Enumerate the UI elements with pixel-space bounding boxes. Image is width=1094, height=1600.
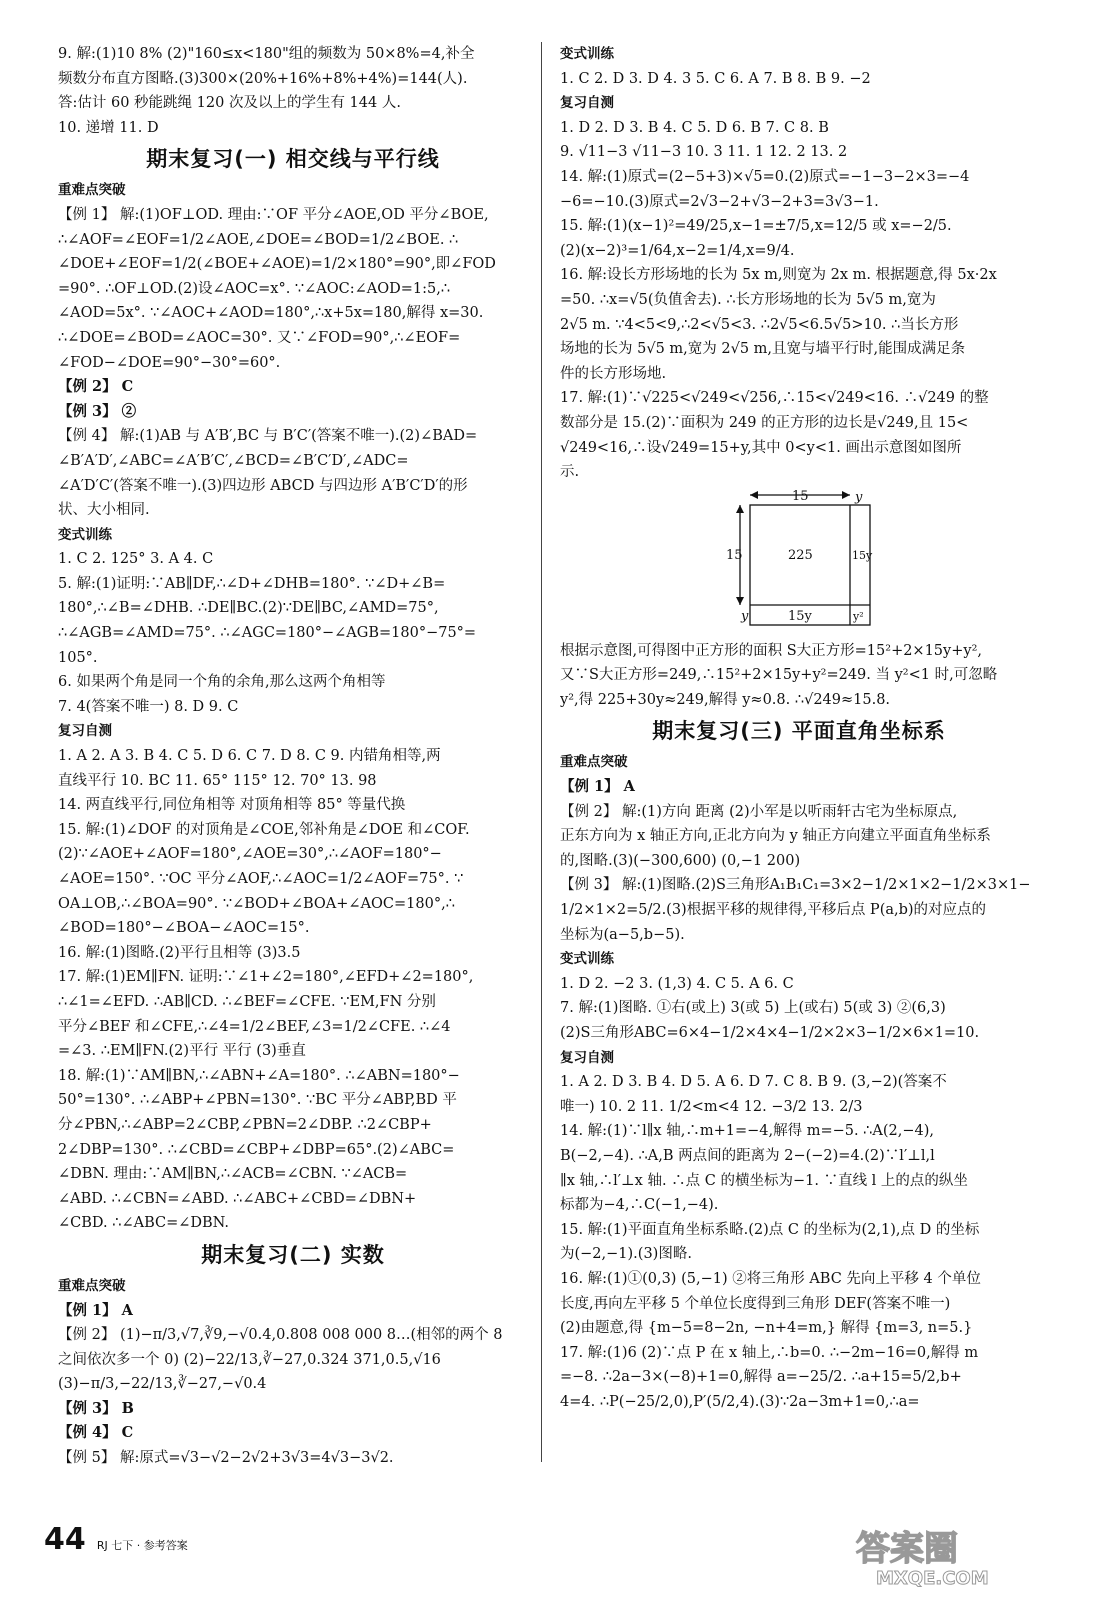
text-line: ∠B′A′D′,∠ABC=∠A′B′C′,∠BCD=∠B′C′D′,∠ADC= — [58, 452, 409, 469]
text-line: 又∵S大正方形=249,∴15²+2×15y+y²=249. 当 y²<1 时,可忽略 — [560, 667, 998, 684]
section-title-review-1: 期末复习(一) 相交线与平行线 — [146, 147, 440, 172]
subheading-self-test: 复习自测 — [560, 1049, 614, 1066]
text-line: 1. D 2. −2 3. (1,3) 4. C 5. A 6. C — [560, 975, 794, 992]
text-line: 17. 解:(1)EM∥FN. 证明:∵∠1+∠2=180°,∠EFD+∠2=180°, — [58, 969, 474, 986]
examples-block — [58, 203, 528, 523]
text-line: 15. 解:(1)平面直角坐标系略.(2)点 C 的坐标为(2,1),点 D 的坐标 — [560, 1221, 980, 1238]
watermark-svg — [836, 1520, 1046, 1590]
text-line: ∴∠DOE=∠BOD=∠AOC=30°. 又∵∠FOD=90°,∴∠EOF= — [58, 329, 461, 346]
text-line: 9. 解:(1)10 8% (2)"160≤x<180"组的频数为 50×8%=4,补全 — [58, 46, 475, 62]
text-line: ∠AOE=150°. ∵OC 平分∠AOF,∴∠AOC=1/2∠AOF=75°. ∵ — [58, 871, 464, 887]
text-line: 件的长方形场地. — [560, 365, 667, 382]
text-line: ∠AOD=5x°. ∵∠AOC+∠AOD=180°,∴x+5x=180,解得 x=30. — [58, 305, 484, 322]
text-line: (2)由题意,得 {m−5=8−2n, −n+4=m,} 解得 {m=3, n=5.} — [560, 1320, 973, 1337]
text-line: 坐标为(a−5,b−5). — [560, 926, 685, 943]
text-line: 17. 解:(1)∵√225<√249<√256,∴15<√249<16. ∴√249 的整 — [560, 390, 989, 407]
section-title-review-2: 期末复习(二) 实数 — [201, 1242, 385, 1267]
text-line: 16. 解:(1)①(0,3) (5,−1) ②将三角形 ABC 先向上平移 4 个单位 — [560, 1270, 981, 1287]
text-line: 1. C 2. 125° 3. A 4. C — [58, 551, 214, 568]
text-line: =50. ∴x=√5(负值舍去). ∴长方形场地的长为 5√5 m,宽为 — [560, 291, 936, 308]
text-line: 15. 解:(1)∠DOF 的对顶角是∠COE,邻补角是∠DOE 和∠COF. — [58, 821, 470, 838]
text-line: 直线平行 10. BC 11. 65° 115° 12. 70° 13. 98 — [58, 772, 377, 789]
text-line: 【例 4】 解:(1)AB 与 A′B′,BC 与 B′C′(答案不唯一).(2)∠BAD= — [58, 428, 478, 445]
text-line: 1. C 2. D 3. D 4. 3 5. C 6. A 7. B 8. B 9. −2 — [560, 70, 871, 87]
text-line: (3)−π/3,−22/13,∛−27,−√0.4 — [58, 1376, 267, 1393]
right-column — [560, 42, 1038, 1415]
text-line: 7. 4(答案不唯一) 8. D 9. C — [58, 698, 239, 715]
text-line: 标都为−4,∴C(−1,−4). — [560, 1197, 719, 1214]
subheading-variant-training: 变式训练 — [58, 526, 112, 543]
big-square — [750, 505, 870, 625]
text-line: ∠DBN. 理由:∵AM∥BN,∴∠ACB=∠CBN. ∵∠ACB= — [58, 1166, 408, 1183]
page-footer — [44, 1522, 188, 1557]
label-corner-y2: y² — [853, 609, 864, 623]
self-test-block-2 — [560, 116, 1038, 485]
text-line: 2√5 m. ∵4<5<9,∴2<√5<3. ∴2√5<6.5√5>10. ∴当长方形 — [560, 316, 959, 333]
subheading-variant-training: 变式训练 — [560, 46, 614, 62]
text-line: 长度,再向左平移 5 个单位长度得到三角形 DEF(答案不唯一) — [560, 1295, 951, 1312]
subheading-key-points: 重难点突破 — [58, 182, 126, 199]
text-line: =90°. ∴OF⊥OD.(2)设∠AOC=x°. ∵∠AOC:∠AOD=1:5,∴ — [58, 280, 451, 297]
subheading-self-test: 复习自测 — [560, 95, 614, 112]
text-line: 180°,∴∠B=∠DHB. ∴DE∥BC.(2)∵DE∥BC,∠AMD=75°, — [58, 600, 439, 617]
text-line: 分∠PBN,∴∠ABP=2∠CBP,∠PBN=2∠DBP. ∴2∠CBP+ — [58, 1116, 432, 1133]
text-line: 唯一) 10. 2 11. 1/2<m<4 12. −3/2 13. 2/3 — [560, 1098, 863, 1115]
text-line: ∠ABD. ∴∠CBN=∠ABD. ∴∠ABC+∠CBD=∠DBN+ — [58, 1190, 417, 1207]
text-line: 【例 3】 B — [58, 1399, 134, 1417]
text-line: 4=4. ∴P(−25/2,0),P′(5/2,4).(3)∵2a−3m+1=0,∴a= — [560, 1393, 920, 1410]
text-line: 2∠DBP=130°. ∴∠CBD=∠CBP+∠DBP=65°.(2)∠ABC= — [58, 1141, 455, 1158]
text-line: 14. 两直线平行,同位角相等 对顶角相等 85° 等量代换 — [58, 797, 406, 814]
text-line: 14. 解:(1)∵l∥x 轴,∴m+1=−4,解得 m=−5. ∴A(2,−4), — [560, 1123, 935, 1140]
text-line: ∴∠AOF=∠EOF=1/2∠AOE,∠DOE=∠BOD=1/2∠BOE. ∴ — [58, 231, 459, 248]
text-line: B(−2,−4). ∴A,B 两点间的距离为 2−(−2)=4.(2)∵l′⊥l,l — [560, 1147, 935, 1164]
text-line: 50°=130°. ∴∠ABP+∠PBN=130°. ∵BC 平分∠ABP,BD 平 — [58, 1092, 457, 1109]
text-line: ∠BOD=180°−∠BOA−∠AOC=15°. — [58, 920, 310, 937]
watermark-logo — [836, 1520, 1046, 1590]
q9-10-block — [58, 42, 528, 140]
variant-block — [58, 547, 528, 719]
text-line: (2)S三角形ABC=6×4−1/2×4×4−1/2×2×3−1/2×6×1=10. — [560, 1025, 980, 1041]
square-diagram — [560, 487, 1038, 637]
label-top-15: 15 — [792, 488, 809, 504]
text-line: =∠3. ∴EM∥FN.(2)平行 平行 (3)垂直 — [58, 1043, 306, 1060]
text-line: 【例 1】 A — [560, 778, 635, 796]
text-line: 9. √11−3 √11−3 10. 3 11. 1 12. 2 13. 2 — [560, 144, 848, 161]
label-bottom-y: y — [741, 608, 749, 624]
text-line: y²,得 225+30y≈249,解得 y≈0.8. ∴√249≈15.8. — [560, 691, 891, 708]
text-line: 【例 2】 解:(1)方向 距离 (2)小军是以听雨轩古宅为坐标原点, — [560, 803, 958, 820]
text-line: √249<16,∴设√249=15+y,其中 0<y<1. 画出示意图如图所 — [560, 439, 962, 456]
text-line: 答:估计 60 秒能跳绳 120 次及以上的学生有 144 人. — [58, 95, 401, 112]
self-test-block-3 — [560, 1070, 1038, 1414]
text-line: 1. A 2. A 3. B 4. C 5. D 6. C 7. D 8. C 9. 内错角相等,两 — [58, 748, 441, 765]
text-line: 17. 解:(1)6 (2)∵点 P 在 x 轴上,∴b=0. ∴−2m−16=0,解得 m — [560, 1344, 979, 1361]
text-line: 之间依次多一个 0) (2)−22/13,∛−27,0.324 371,0.5,√16 — [58, 1351, 441, 1368]
text-line: 16. 解:(1)图略.(2)平行且相等 (3)3.5 — [58, 944, 301, 961]
text-line: =−8. ∴2a−3×(−8)+1=0,解得 a=−25/2. ∴a+15=5/2,b+ — [560, 1369, 962, 1386]
watermark-text-url: MXQE.COM — [876, 1568, 989, 1589]
text-line: 1. A 2. D 3. B 4. D 5. A 6. D 7. C 8. B 9. (3,−2)(答案不 — [560, 1074, 947, 1091]
text-line: 5. 解:(1)证明:∵AB∥DF,∴∠D+∠DHB=180°. ∵∠D+∠B= — [58, 575, 446, 592]
text-line: ∠A′D′C′(答案不唯一).(3)四边形 ABCD 与四边形 A′B′C′D′的形 — [58, 477, 468, 494]
text-line: (2)∵∠AOE+∠AOF=180°,∠AOE=30°,∴∠AOF=180°− — [58, 846, 442, 863]
text-line: 【例 2】 (1)−π/3,√7,∛9,−√0.4,0.808 008 000 8…(相邻的两个 8 — [58, 1327, 503, 1344]
text-line: ∴∠AGB=∠AMD=75°. ∴∠AGC=180°−∠AGB=180°−75°= — [58, 625, 477, 642]
label-right-15y: 15y — [852, 548, 873, 562]
text-line: 1/2×1×2=5/2.(3)根据平移的规律得,平移后点 P(a,b)的对应点的 — [560, 902, 987, 919]
subheading-variant-training: 变式训练 — [560, 951, 614, 968]
text-line: 频数分布直方图略.(3)300×(20%+16%+8%+4%)=144(人). — [58, 70, 468, 87]
text-line: ∠DOE+∠EOF=1/2(∠BOE+∠AOE)=1/2×180°=90°,即∠FOD — [58, 256, 496, 273]
subheading-key-points: 重难点突破 — [58, 1277, 126, 1294]
text-line: ∠CBD. ∴∠ABC=∠DBN. — [58, 1215, 230, 1232]
text-line: 根据示意图,可得图中正方形的面积 S大正方形=15²+2×15y+y², — [560, 642, 982, 659]
text-line: 数部分是 15.(2)∵面积为 249 的正方形的边长是√249,且 15< — [560, 414, 969, 431]
text-line: 【例 3】 解:(1)图略.(2)S三角形A₁B₁C₁=3×2−1/2×1×2−1/2×3×1− — [560, 877, 1031, 894]
label-left-15: 15 — [726, 547, 743, 563]
text-line: 示. — [560, 464, 580, 481]
text-line: 【例 1】 A — [58, 1301, 133, 1319]
variant-block-3 — [560, 972, 1038, 1046]
text-line: 正东方向为 x 轴正方向,正北方向为 y 轴正方向建立平面直角坐标系 — [560, 828, 991, 845]
watermark-text-cn: 答案圈 — [856, 1529, 958, 1569]
text-line: 的,图略.(3)(−300,600) (0,−1 200) — [560, 852, 801, 869]
text-line: 【例 3】 ② — [58, 402, 137, 420]
text-line: 【例 4】 C — [58, 1424, 134, 1442]
text-line: OA⊥OB,∴∠BOA=90°. ∵∠BOD+∠BOA+∠AOC=180°,∴ — [58, 895, 455, 912]
diagram-conclusion — [560, 639, 1038, 713]
self-test-block — [58, 744, 528, 1236]
text-line: ∴∠1=∠EFD. ∴AB∥CD. ∴∠BEF=∠CFE. ∵EM,FN 分别 — [58, 993, 436, 1010]
text-line: −6=−10.(3)原式=2√3−2+√3−2+3=3√3−1. — [560, 193, 879, 210]
text-line: (2)(x−2)³=1/64,x−2=1/4,x=9/4. — [560, 242, 795, 259]
text-line: ∠FOD−∠DOE=90°−30°=60°. — [58, 354, 281, 371]
page-tag: RJ 七下 · 参考答案 — [96, 1539, 188, 1552]
page-number: 44 — [44, 1522, 86, 1557]
left-column — [58, 42, 528, 1471]
text-line: 场地的长为 5√5 m,宽为 2√5 m,且宽与墙平行时,能围成满足条 — [560, 341, 966, 358]
text-line: 1. D 2. D 3. B 4. C 5. D 6. B 7. C 8. B — [560, 119, 829, 136]
square-diagram-svg — [560, 487, 1038, 637]
examples-block-3 — [560, 775, 1038, 947]
text-line: 10. 递增 11. D — [58, 119, 159, 136]
text-line: 18. 解:(1)∵AM∥BN,∴∠ABN+∠A=180°. ∴∠ABN=180°− — [58, 1067, 460, 1084]
text-line: 6. 如果两个角是同一个角的余角,那么这两个角相等 — [58, 674, 386, 691]
subheading-self-test: 复习自测 — [58, 723, 112, 740]
label-bottom-15y: 15y — [788, 608, 812, 624]
text-line: 105°. — [58, 649, 98, 666]
text-line: ∥x 轴,∴l′⊥x 轴. ∴点 C 的横坐标为−1. ∵直线 l 上的点的纵坐 — [560, 1172, 968, 1189]
subheading-key-points: 重难点突破 — [560, 754, 628, 771]
text-line: 15. 解:(1)(x−1)²=49/25,x−1=±7/5,x=12/5 或 x=−2/5. — [560, 218, 952, 235]
label-center-225: 225 — [788, 547, 813, 563]
text-line: 【例 1】 解:(1)OF⊥OD. 理由:∵OF 平分∠AOE,OD 平分∠BOE, — [58, 206, 489, 223]
text-line: 16. 解:设长方形场地的长为 5x m,则宽为 2x m. 根据题意,得 5x·2x — [560, 267, 997, 284]
text-line: 为(−2,−1).(3)图略. — [560, 1246, 692, 1263]
text-line: 【例 2】 C — [58, 378, 134, 396]
text-line: 7. 解:(1)图略. ①右(或上) 3(或 5) 上(或右) 5(或 3) ②(6,3) — [560, 1000, 946, 1017]
text-line: 状、大小相同. — [58, 502, 150, 519]
examples-block-2 — [58, 1299, 528, 1471]
column-divider — [541, 42, 542, 1462]
section-title-review-3: 期末复习(三) 平面直角坐标系 — [652, 719, 946, 744]
text-line: 【例 5】 解:原式=√3−√2−2√2+3√3=4√3−3√2. — [58, 1450, 394, 1467]
label-top-y: y — [855, 489, 863, 505]
text-line: 14. 解:(1)原式=(2−5+3)×√5=0.(2)原式=−1−3−2×3=−4 — [560, 168, 970, 185]
text-line: 平分∠BEF 和∠CFE,∴∠4=1/2∠BEF,∠3=1/2∠CFE. ∴∠4 — [58, 1018, 451, 1035]
